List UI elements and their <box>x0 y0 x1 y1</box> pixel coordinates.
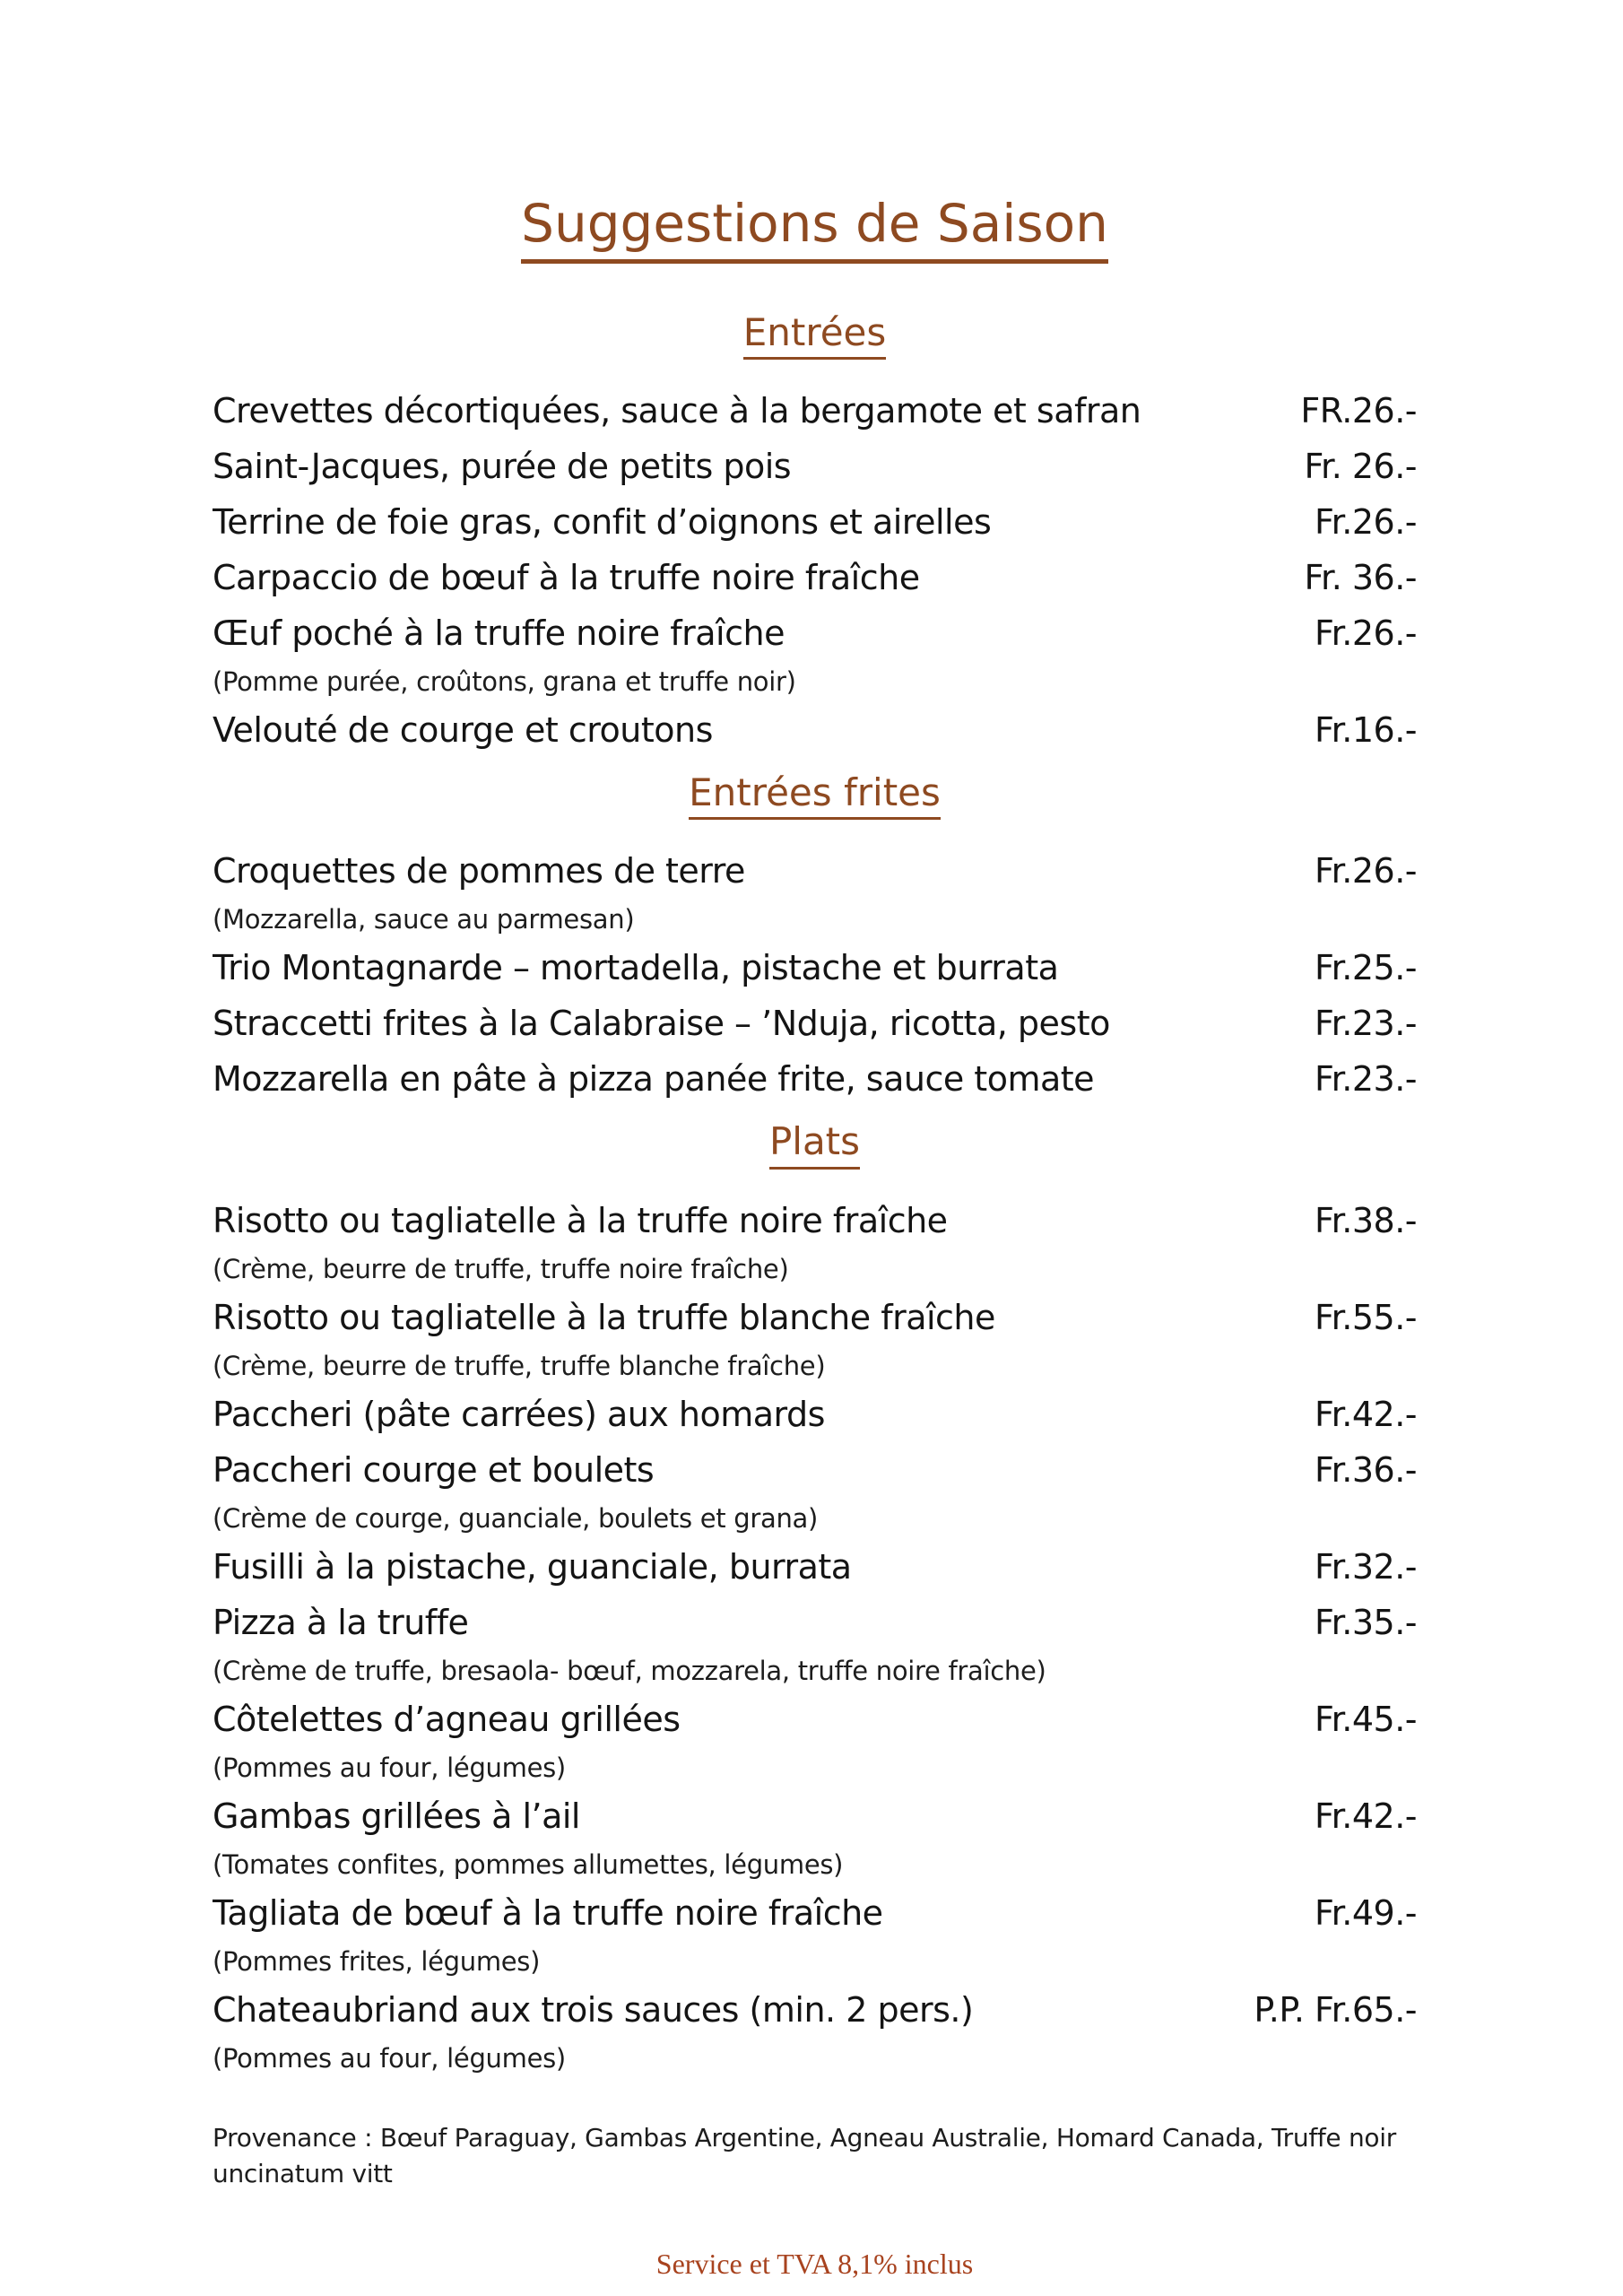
item-name: Tagliata de bœuf à la truffe noire fraîche <box>213 1892 883 1933</box>
section-heading-text: Entrées <box>743 310 887 360</box>
item-price: Fr.23.- <box>1315 1004 1417 1044</box>
item-price: Fr.36.- <box>1315 1449 1417 1490</box>
item-price: Fr.26.- <box>1315 851 1417 891</box>
menu-item <box>213 702 1417 758</box>
item-name: Crevettes décortiquées, sauce à la bergamote et safran <box>213 390 1141 430</box>
menu-item <box>213 550 1417 605</box>
item-name: Straccetti frites à la Calabraise – ’Nduja, ricotta, pesto <box>213 1004 1110 1044</box>
item-price: Fr.42.- <box>1315 1394 1417 1434</box>
menu-item <box>213 439 1417 494</box>
page-title <box>213 193 1417 264</box>
item-price: Fr.45.- <box>1315 1699 1417 1739</box>
menu-item <box>213 1442 1417 1498</box>
section-heading-text: Entrées frites <box>689 770 941 820</box>
footer-note: Service et TVA 8,1% inclus <box>655 2247 974 2280</box>
section-items <box>213 843 1417 1107</box>
item-name: Gambas grillées à l’ail <box>213 1796 580 1836</box>
item-price: Fr.26.- <box>1315 501 1417 542</box>
item-price: Fr.35.- <box>1315 1602 1417 1642</box>
item-name: Mozzarella en pâte à pizza panée frite, sauce tomate <box>213 1059 1095 1100</box>
section-heading <box>213 770 1417 820</box>
item-price: P.P. Fr.65.- <box>1254 1989 1417 2030</box>
item-detail: (Crème, beurre de truffe, truffe noire fraîche) <box>213 1253 789 1284</box>
section-items <box>213 1193 1417 2079</box>
item-detail: (Crème de courge, guanciale, boulets et grana) <box>213 1502 819 1534</box>
item-price: Fr.55.- <box>1315 1297 1417 1337</box>
menu-item <box>213 383 1417 439</box>
item-name: Œuf poché à la truffe noire fraîche <box>213 613 785 653</box>
item-name: Chateaubriand aux trois sauces (min. 2 pers.) <box>213 1989 974 2030</box>
item-name: Croquettes de pommes de terre <box>213 851 745 891</box>
menu-item <box>213 1885 1417 1941</box>
section-heading-text: Plats <box>769 1119 860 1169</box>
section-heading <box>213 310 1417 360</box>
item-price: Fr.38.- <box>1315 1200 1417 1240</box>
item-price: Fr.49.- <box>1315 1892 1417 1933</box>
menu-item <box>213 1982 1417 2038</box>
section-heading <box>213 1119 1417 1169</box>
page-title-text: Suggestions de Saison <box>521 193 1108 264</box>
item-detail: (Pommes au four, légumes) <box>213 1752 566 1783</box>
menu-item <box>213 1595 1417 1650</box>
item-detail: (Tomates confites, pommes allumettes, légumes) <box>213 1848 844 1880</box>
item-name: Fusilli à la pistache, guanciale, burrata <box>213 1546 852 1587</box>
menu-item <box>213 1788 1417 1844</box>
item-price: Fr.32.- <box>1315 1546 1417 1587</box>
item-price: Fr. 36.- <box>1304 557 1417 597</box>
menu-item <box>213 605 1417 661</box>
menu-item <box>213 940 1417 996</box>
item-name: Trio Montagnarde – mortadella, pistache et burrata <box>213 948 1059 988</box>
item-name: Velouté de courge et croutons <box>213 709 713 750</box>
item-name: Saint-Jacques, purée de petits pois <box>213 446 792 486</box>
menu-sections <box>213 310 1417 2079</box>
item-detail: (Crème, beurre de truffe, truffe blanche fraîche) <box>213 1350 826 1381</box>
item-name: Risotto ou tagliatelle à la truffe blanche fraîche <box>213 1297 995 1337</box>
section-items <box>213 383 1417 758</box>
menu-item <box>213 1290 1417 1345</box>
menu-item <box>213 494 1417 550</box>
menu-section <box>213 1119 1417 2078</box>
item-name: Carpaccio de bœuf à la truffe noire fraîche <box>213 557 920 597</box>
item-price: Fr.16.- <box>1315 709 1417 750</box>
item-name: Pizza à la truffe <box>213 1602 469 1642</box>
item-name: Terrine de foie gras, confit d’oignons et airelles <box>213 501 992 542</box>
item-price: Fr.23.- <box>1315 1059 1417 1100</box>
item-price: Fr.42.- <box>1315 1796 1417 1836</box>
item-detail: (Pommes frites, légumes) <box>213 1945 541 1977</box>
item-detail: (Mozzarella, sauce au parmesan) <box>213 904 635 935</box>
menu-item <box>213 1692 1417 1747</box>
item-detail: (Pommes au four, légumes) <box>213 2042 566 2074</box>
item-price: Fr.25.- <box>1315 948 1417 988</box>
menu-section <box>213 310 1417 758</box>
menu-item <box>213 1387 1417 1442</box>
provenance-note: Provenance : Bœuf Paraguay, Gambas Argentine, Agneau Australie, Homard Canada, Truffe noir uncinatum vitt <box>213 2122 1396 2188</box>
menu-item <box>213 996 1417 1051</box>
item-price: FR.26.- <box>1300 390 1417 430</box>
item-name: Risotto ou tagliatelle à la truffe noire fraîche <box>213 1200 948 1240</box>
item-price: Fr. 26.- <box>1304 446 1417 486</box>
item-name: Paccheri (pâte carrées) aux homards <box>213 1394 825 1434</box>
menu-section <box>213 770 1417 1107</box>
item-detail: (Crème de truffe, bresaola- bœuf, mozzarela, truffe noire fraîche) <box>213 1655 1046 1686</box>
menu-item <box>213 1051 1417 1107</box>
item-name: Paccheri courge et boulets <box>213 1449 655 1490</box>
item-name: Côtelettes d’agneau grillées <box>213 1699 681 1739</box>
menu-item <box>213 843 1417 899</box>
item-detail: (Pomme purée, croûtons, grana et truffe noir) <box>213 665 796 697</box>
menu-item <box>213 1193 1417 1248</box>
item-price: Fr.26.- <box>1315 613 1417 653</box>
menu-item <box>213 1539 1417 1595</box>
